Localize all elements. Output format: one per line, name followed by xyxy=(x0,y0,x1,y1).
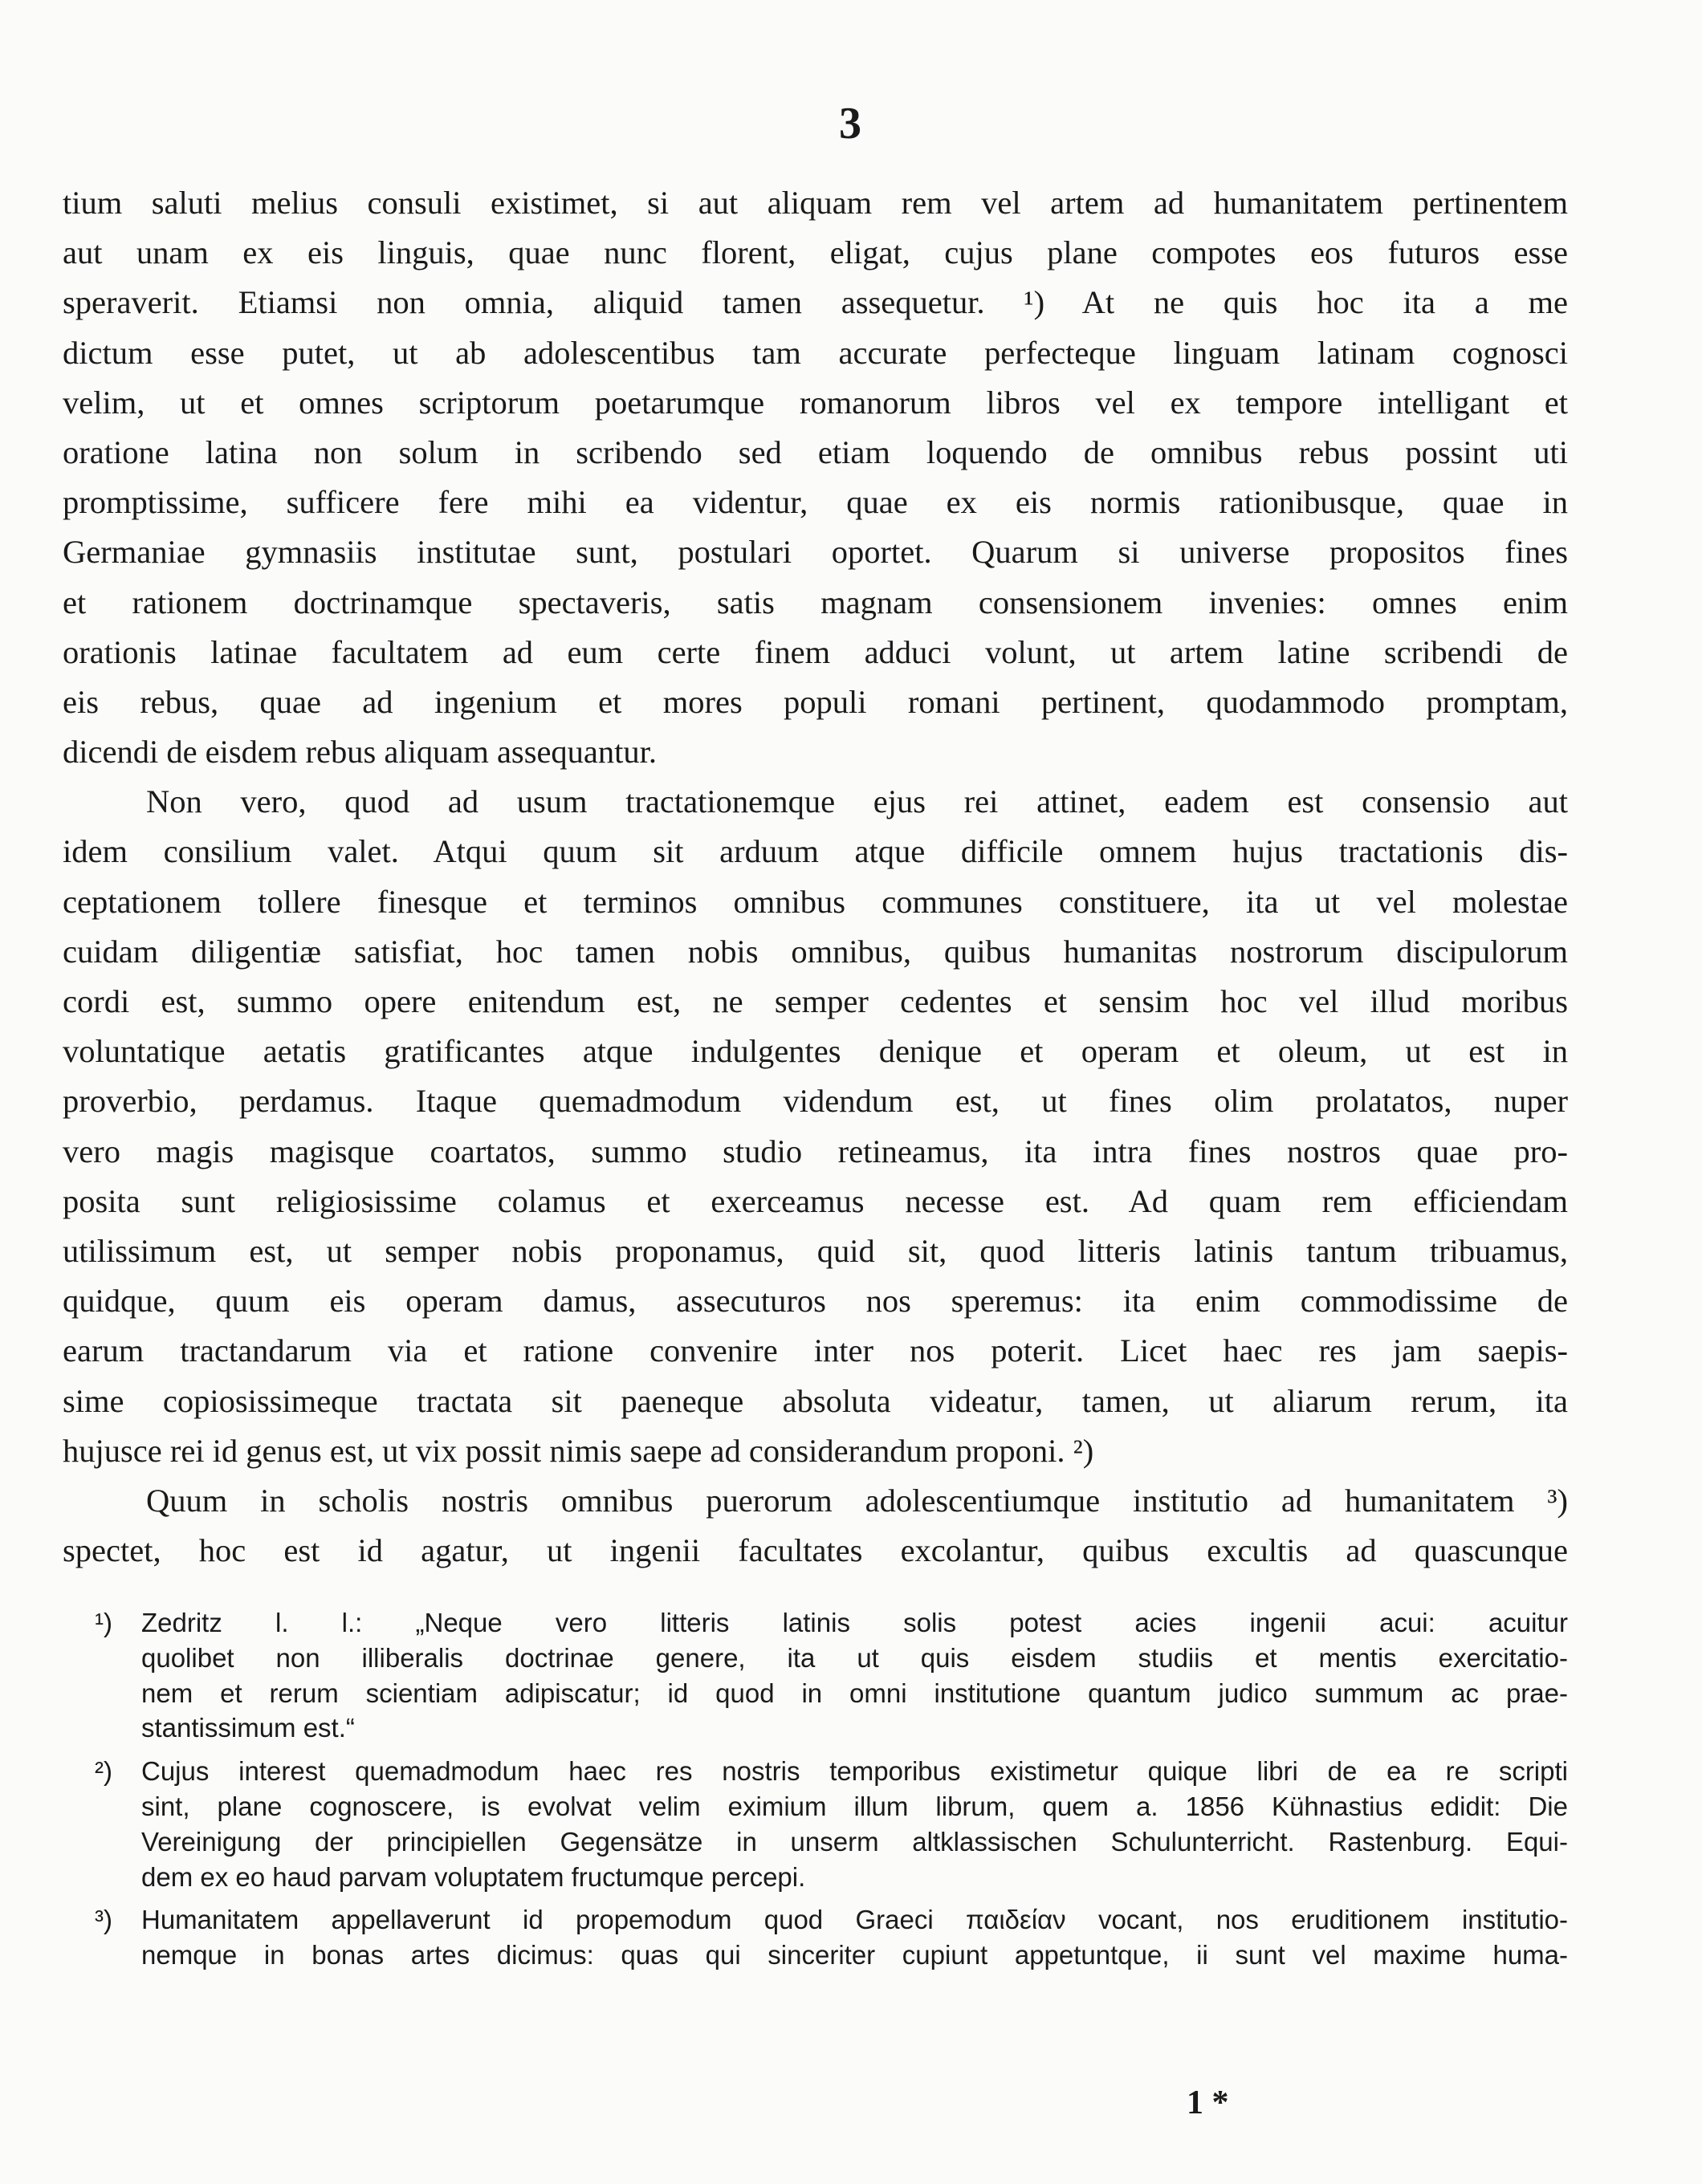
text-line: quidque, quum eis operam damus, assecuturos nos speremus: ita enim commodissime de xyxy=(63,1283,1568,1320)
footnote-line: Cujus interest quemadmodum haec res nostris temporibus existimetur quique libri de ea re scripti xyxy=(141,1756,1568,1787)
footnote-line: quolibet non illiberalis doctrinae genere, ita ut quis eisdem studiis et mentis exercitatio- xyxy=(141,1642,1568,1673)
text-line: posita sunt religiosissime colamus et exerceamus necesse est. Ad quam rem efficiendam xyxy=(63,1182,1568,1219)
footnotes xyxy=(95,1605,1568,1981)
footnote-line: nem et rerum scientiam adipiscatur; id quod in omni institutione quantum judico summum ac prae- xyxy=(141,1678,1568,1708)
text-line: earum tractandarum via et ratione convenire inter nos poterit. Licet haec res jam saepis- xyxy=(63,1332,1568,1369)
text-line: voluntatique aetatis gratificantes atque indulgentes denique et operam et oleum, ut est in xyxy=(63,1033,1568,1070)
footnote xyxy=(95,1902,1568,1973)
text-line: speraverit. Etiamsi non omnia, aliquid tamen assequetur. ¹) At ne quis hoc ita a me xyxy=(63,284,1568,321)
text-line: aut unam ex eis linguis, quae nunc florent, eligat, cujus plane compotes eos futuros esse xyxy=(63,234,1568,271)
text-line: hujusce rei id genus est, ut vix possit nimis saepe ad considerandum proponi. ²) xyxy=(63,1432,1094,1469)
footnote xyxy=(95,1754,1568,1894)
footnote-line: Vereinigung der principiellen Gegensätze in unserm altklassischen Schulunterricht. Rastenburg. Equi- xyxy=(141,1826,1568,1857)
footnote-line: sint, plane cognoscere, is evolvat velim eximium illum librum, quem a. 1856 Kühnastius edidit: Die xyxy=(141,1791,1568,1821)
footnote-line: Humanitatem appellaverunt id propemodum quod Graeci παιδείαν vocant, nos eruditionem institutio- xyxy=(141,1905,1568,1935)
text-line: idem consilium valet. Atqui quum sit arduum atque difficile omnem hujus tractationis dis- xyxy=(63,833,1568,870)
text-line: utilissimum est, ut semper nobis proponamus, quid sit, quod litteris latinis tantum tribuamus, xyxy=(63,1232,1568,1269)
main-text xyxy=(63,178,1568,1576)
page-number: 3 xyxy=(839,99,863,148)
text-line: velim, ut et omnes scriptorum poetarumque romanorum libros vel ex tempore intelligant et xyxy=(63,384,1568,421)
signature-mark: 1 * xyxy=(1187,2084,1229,2121)
text-line: tium saluti melius consuli existimet, si aut aliquam rem vel artem ad humanitatem pertinentem xyxy=(63,185,1568,221)
text-line: proverbio, perdamus. Itaque quemadmodum videndum est, ut fines olim prolatatos, nuper xyxy=(63,1083,1568,1120)
footnote-line: dem ex eo haud parvam voluptatem fructumque percepi. xyxy=(141,1861,806,1892)
text-line: Non vero, quod ad usum tractationemque ejus rei attinet, eadem est consensio aut xyxy=(146,783,1568,820)
footnote xyxy=(95,1605,1568,1746)
text-line: vero magis magisque coartatos, summo studio retineamus, ita intra fines nostros quae pro- xyxy=(63,1133,1568,1169)
text-line: orationis latinae facultatem ad eum certe finem adduci volunt, ut artem latine scribendi de xyxy=(63,633,1568,670)
text-line: Germaniae gymnasiis institutae sunt, postulari oportet. Quarum si universe propositos fines xyxy=(63,534,1568,571)
text-line: et rationem doctrinamque spectaveris, satis magnam consensionem invenies: omnes enim xyxy=(63,584,1568,620)
text-line: dicendi de eisdem rebus aliquam assequantur. xyxy=(63,734,658,771)
footnote-line: stantissimum est.“ xyxy=(141,1713,355,1743)
footnote-line: nemque in bonas artes dicimus: quas qui sinceriter cupiunt appetuntque, ii sunt vel maxime huma- xyxy=(141,1940,1568,1970)
text-line: cordi est, summo opere enitendum est, ne semper cedentes et sensim hoc vel illud moribus xyxy=(63,983,1568,1019)
text-line: spectet, hoc est id agatur, ut ingenii facultates excolantur, quibus excultis ad quascunque xyxy=(63,1532,1568,1569)
footnote-mark: ²) xyxy=(95,1756,112,1787)
text-line: sime copiosissimeque tractata sit paeneque absoluta videatur, tamen, ut aliarum rerum, ita xyxy=(63,1382,1568,1419)
text-line: ceptationem tollere finesque et terminos omnibus communes constituere, ita ut vel molestae xyxy=(63,883,1568,920)
footnote-mark: ¹) xyxy=(95,1608,112,1637)
footnote-mark: ³) xyxy=(95,1905,112,1935)
footnote-line: Zedritz l. l.: „Neque vero litteris latinis solis potest acies ingenii acui: acuitur xyxy=(141,1608,1568,1637)
text-line: oratione latina non solum in scribendo sed etiam loquendo de omnibus rebus possint uti xyxy=(63,433,1568,470)
text-line: cuidam diligentiæ satisfiat, hoc tamen nobis omnibus, quibus humanitas nostrorum discipulorum xyxy=(63,933,1568,970)
text-line: dictum esse putet, ut ab adolescentibus tam accurate perfecteque linguam latinam cognosci xyxy=(63,334,1568,371)
text-line: promptissime, sufficere fere mihi ea videntur, quae ex eis normis rationibusque, quae in xyxy=(63,484,1568,521)
text-line: Quum in scholis nostris omnibus puerorum adolescentiumque institutio ad humanitatem ³) xyxy=(146,1482,1568,1519)
text-line: eis rebus, quae ad ingenium et mores populi romani pertinent, quodammodo promptam, xyxy=(63,683,1568,720)
